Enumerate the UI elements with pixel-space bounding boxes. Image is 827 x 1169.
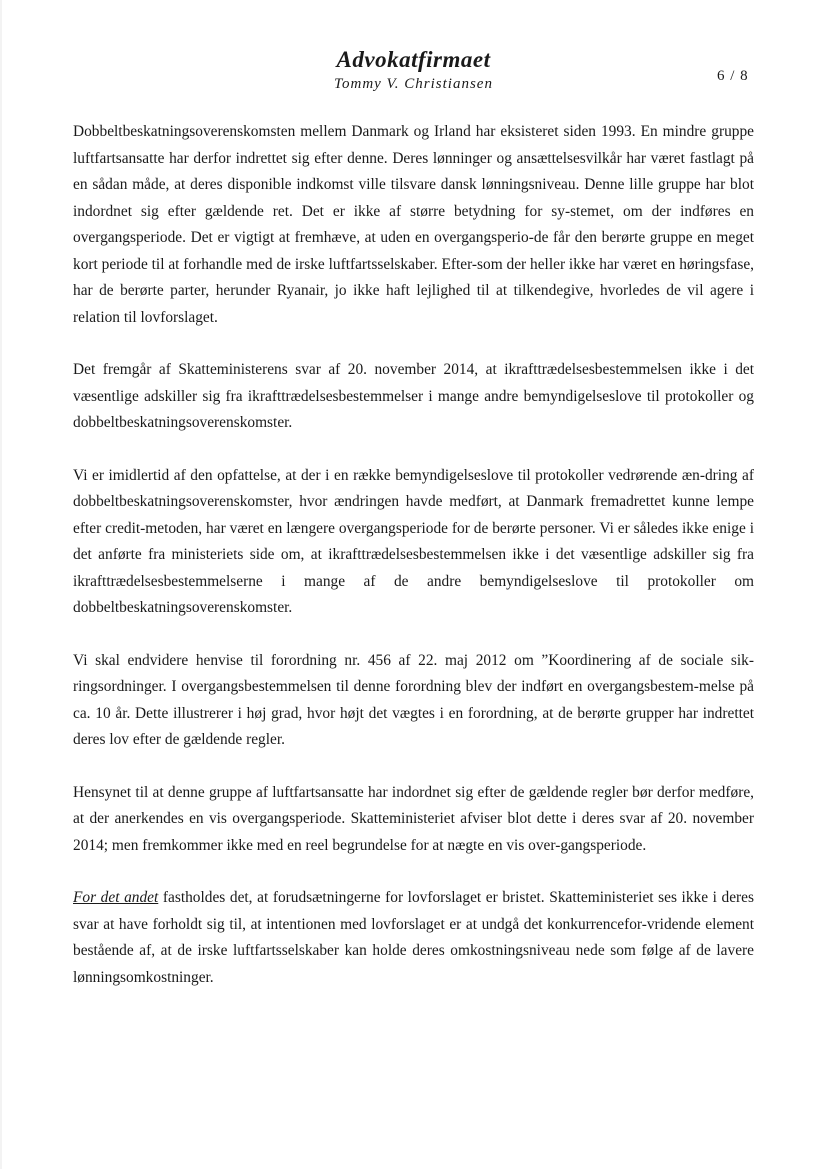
letterhead: [0, 46, 827, 93]
firm-name: Advokatfirmaet: [336, 47, 491, 72]
paragraph-6: [73, 885, 754, 991]
paragraph-2: Det fremgår af Skatteministerens svar af 20. november 2014, at ikrafttrædelsesbestemmelsen ikke i det væsentlige adskiller sig fra ikrafttrædelsesbestemmelser i mange andre bemyndigelseslove til protokoller og dobbeltbeskatningsoverenskomster.: [73, 361, 754, 431]
paragraph-5: Hensynet til at denne gruppe af luftfartsansatte har indordnet sig efter de gældende regler bør derfor medføre, at der anerkendes en vis overgangsperiode. Skatteministeriet afviser blot dette i deres svar af 20. november 2014; men fremkommer ikke med en reel begrundelse for at nægte en vis over-gangsperiode.: [73, 783, 754, 854]
paragraph-4: Vi skal endvidere henvise til forordning nr. 456 af 22. maj 2012 om ”Koordinering af de sociale sik-ringsordninger. I overgangsbestemmelsen til denne forordning blev der indført en overgangsbestem-melse på ca. 10 år. Dette illustrerer i høj grad, hvor højt det vægtes i en forordning, at de berørte grupper har indrettet deres lov efter de gældende regler.: [73, 651, 754, 748]
paragraph-3: Vi er imidlertid af den opfattelse, at der i en række bemyndigelseslove til protokoller vedrørende æn-dring af dobbeltbeskatningsoverenskomster, hvor ændringen havde medført, at Danmark fremadrettet kunne lempe efter credit-metoden, har været en længere overgangsperiode for de berørte personer. Vi er således ikke enige i det anførte fra ministeriets side om, at ikrafttrædelsesbestemmelsen ikke i det væsentlige adskiller sig fra ikrafttrædelsesbestemmelserne i mange af de andre bemyndigelseslove til protokoller om dobbeltbeskatningsoverenskomster.: [73, 466, 754, 616]
paragraph-1: Dobbeltbeskatningsoverenskomsten mellem Danmark og Irland har eksisteret siden 1993. En mindre gruppe luftfartsansatte har derfor indrettet sig efter denne. Deres lønninger og ansættelsesvilkår har været fastlagt på en sådan måde, at deres disponible indkomst ville tilsvare dansk lønningsniveau. Denne lille gruppe har blot indordnet sig efter gældende ret. Det er ikke af større betydning for sy-stemet, om der indføres en overgangsperiode. Det er vigtigt at fremhæve, at uden en overgangsperio-de får den berørte gruppe en meget kort periode til at forhandle med de irske luftfartsselskaber. Efter-som der heller ikke har været en høringsfase, har de berørte parter, herunder Ryanair, jo ikke haft lejlighed til at tilkendegive, hvorledes de vil agere i relation til lovforslaget.: [73, 123, 754, 326]
scan-edge: [0, 0, 2, 1169]
document-body: [73, 119, 754, 991]
firm-owner: Tommy V. Christiansen: [334, 76, 493, 92]
page-number: 6 / 8: [717, 68, 749, 84]
paragraph-6-text: fastholdes det, at forudsætningerne for lovforslaget er bristet. Skatteministeriet ses ikke i deres svar at have forholdt sig til, at intentionen med lovforslaget er at undgå det konkurrencefor-vridende element bestående af, at de irske luftfartsselskaber kan holde deres omkostningsniveau nede som følge af de lavere lønningsomkostninger.: [73, 889, 754, 986]
paragraph-6-lead: For det andet: [73, 889, 159, 906]
